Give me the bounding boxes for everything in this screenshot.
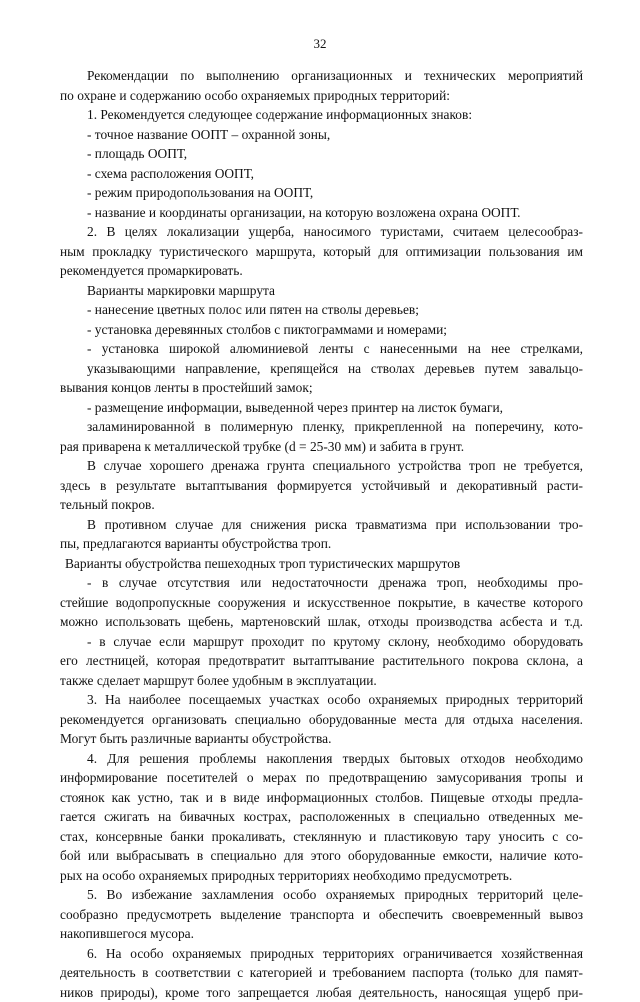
text-line: 2. В целях локализации ущерба, наносимого туристами, считаем целесообраз- (60, 222, 583, 242)
text-line: гается сжигать на бивачных кострах, расположенных в специально отведенных ме- (60, 807, 583, 827)
text-line: ным прокладку туристического маршрута, который для оптимизации пользования им (60, 242, 583, 262)
text-line: рая приварена к металлической трубке (d = 25-30 мм) и забита в грунт. (60, 437, 583, 457)
text-line: - площадь ООПТ, (60, 144, 583, 164)
text-line: Варианты обустройства пешеходных троп туристических маршрутов (60, 554, 583, 574)
text-line: вывания концов ленты в простейший замок; (60, 378, 583, 398)
text-line: пы, предлагаются варианты обустройства троп. (60, 534, 583, 554)
text-line: - в случае отсутствия или недостаточности дренажа троп, необходимы про- (60, 573, 583, 593)
text-line: стоянок как устно, так и в виде информационных столбов. Пищевые отходы предла- (60, 788, 583, 808)
text-line: ников природы), кроме того запрещается любая деятельность, наносящая ущерб при- (60, 983, 583, 1002)
text-line: - размещение информации, выведенной через принтер на листок бумаги, (60, 398, 583, 418)
text-line: 1. Рекомендуется следующее содержание информационных знаков: (60, 105, 583, 125)
text-line: - установка деревянных столбов с пиктограммами и номерами; (60, 320, 583, 340)
text-line: стейшие водопропускные сооружения и искусственное покрытие, в качестве которого (60, 593, 583, 613)
text-line: его лестницей, которая предотвратит вытаптывание растительного покрова склона, а (60, 651, 583, 671)
text-line: - точное название ООПТ – охранной зоны, (60, 125, 583, 145)
text-line: - режим природопользования на ООПТ, (60, 183, 583, 203)
text-line: В противном случае для снижения риска травматизма при использовании тро- (60, 515, 583, 535)
text-line: - схема расположения ООПТ, (60, 164, 583, 184)
text-line: - название и координаты организации, на которую возложена охрана ООПТ. (60, 203, 583, 223)
text-line: стах, консервные банки прокаливать, стеклянную и пластиковую тару уносить с со- (60, 827, 583, 847)
text-line: - установка широкой алюминиевой ленты с нанесенными на нее стрелками, (60, 339, 583, 359)
text-line: бой или выбрасывать в специально для этого оборудованные емкости, наличие кото- (60, 846, 583, 866)
text-line: информирование посетителей о мерах по предотвращению замусоривания тропы и (60, 768, 583, 788)
text-line: 3. На наиболее посещаемых участках особо охраняемых природных территорий (60, 690, 583, 710)
text-line: заламинированной в полимерную пленку, прикрепленной на поперечину, кото- (60, 417, 583, 437)
text-line: - нанесение цветных полос или пятен на стволы деревьев; (60, 300, 583, 320)
text-line: 4. Для решения проблемы накопления твердых бытовых отходов необходимо (60, 749, 583, 769)
text-line: 5. Во избежание захламления особо охраняемых природных территорий целе- (60, 885, 583, 905)
text-line: рых на особо охраняемых природных территориях необходимо предусмотреть. (60, 866, 583, 886)
text-line: В случае хорошего дренажа грунта специального устройства троп не требуется, (60, 456, 583, 476)
text-line: рекомендуется организовать специально оборудованные места для отдыха населения. (60, 710, 583, 730)
text-line: накопившегося мусора. (60, 924, 583, 944)
text-line: указывающими направление, крепящейся на стволах деревьев путем завальцо- (60, 359, 583, 379)
page-number: 32 (0, 36, 640, 52)
text-line: Рекомендации по выполнению организационных и технических мероприятий (60, 66, 583, 86)
text-line: - в случае если маршрут проходит по крутому склону, необходимо оборудовать (60, 632, 583, 652)
text-line: Варианты маркировки маршрута (60, 281, 583, 301)
text-line: также сделает маршрут более удобным в эксплуатации. (60, 671, 583, 691)
text-line: рекомендуется промаркировать. (60, 261, 583, 281)
text-line: здесь в результате вытаптывания формируется устойчивый и декоративный расти- (60, 476, 583, 496)
text-line: по охране и содержанию особо охраняемых природных территорий: (60, 86, 583, 106)
text-line: тельный покров. (60, 495, 583, 515)
text-line: Могут быть различные варианты обустройства. (60, 729, 583, 749)
text-line: деятельность в соответствии с категорией и требованием паспорта (только для памят- (60, 963, 583, 983)
text-line: можно использовать щебень, мартеновский шлак, отходы производства асбеста и т.д. (60, 612, 583, 632)
text-line: сообразно предусмотреть выделение транспорта и обеспечить своевременный вывоз (60, 905, 583, 925)
document-body (60, 66, 583, 1002)
text-line: 6. На особо охраняемых природных территориях ограничивается хозяйственная (60, 944, 583, 964)
